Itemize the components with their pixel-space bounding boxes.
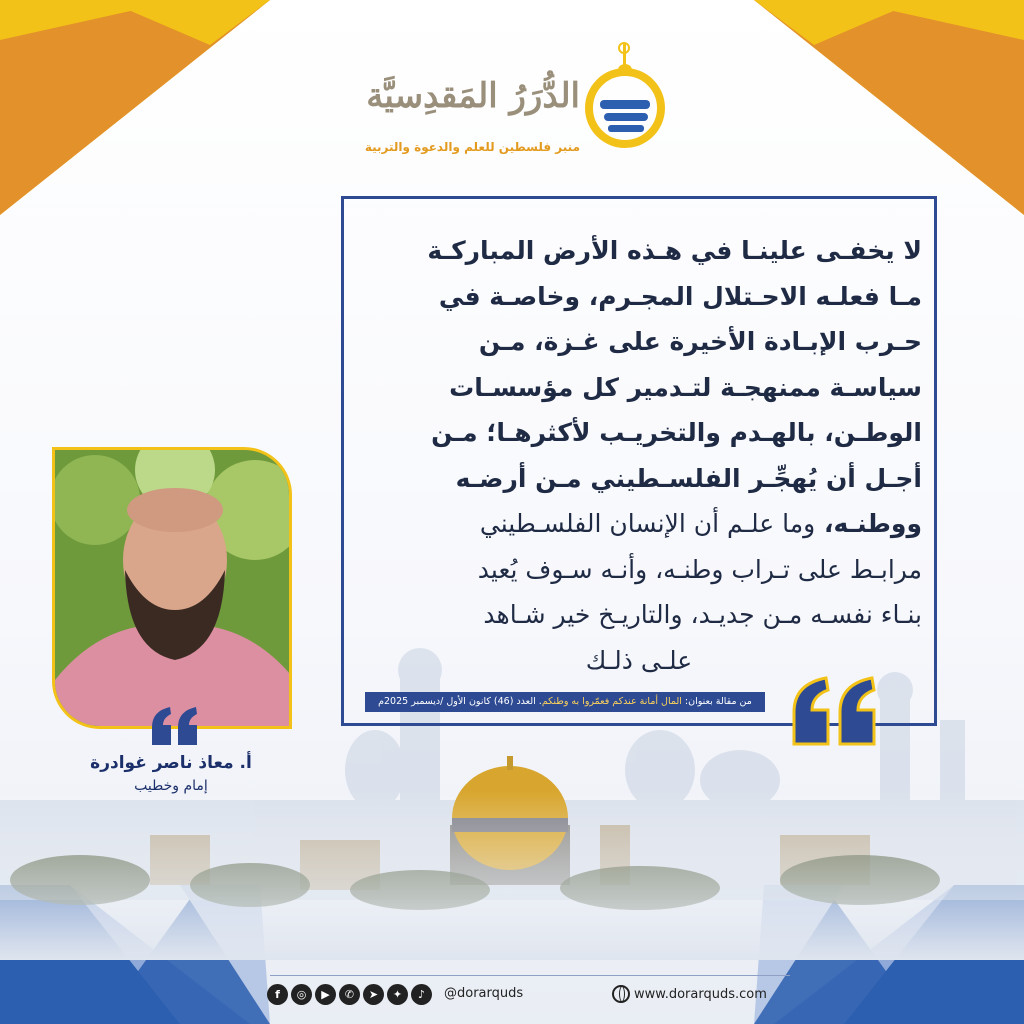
brand-title: الدُّرَرُ المَقدِسيَّة [366,76,580,116]
author-role: إمام وخطيب [134,778,208,794]
quote-text [356,228,922,683]
whatsapp-icon[interactable]: ✆ [339,984,360,1005]
author-photo [52,447,292,729]
instagram-icon[interactable]: ◎ [291,984,312,1005]
social-icons [267,984,432,1005]
source-prefix: من مقالة بعنوان: [684,696,752,707]
brand-subtitle: منبر فلسطين للعلم والدعوة والتربية [364,140,580,154]
brand-logo [364,40,670,170]
source-underline [365,723,775,726]
quote-line: مرابـط على تـراب وطنـه، وأنـه سـوف يُعيد [477,554,922,584]
youtube-icon[interactable]: ▶ [315,984,336,1005]
quote-mark-icon [786,672,886,752]
website-url[interactable]: www.dorarquds.com [634,986,767,1002]
globe-icon [612,985,630,1003]
quote-line: لا يخفـى علينـا في هـذه الأرض المباركـة [427,236,922,265]
quote-line [356,501,922,547]
quote-bold-word: ووطنـه، [823,509,922,538]
source-citation [365,692,765,712]
quote-line: بنـاء نفسـه مـن جديـد، والتاريـخ خير شـاهد [483,600,922,629]
author-portrait-illustration [55,450,292,729]
tiktok-icon[interactable]: ♪ [411,984,432,1005]
quote-light-text: وما علـم أن الإنسان الفلسـطيني [479,509,816,538]
social-handle[interactable]: @dorarquds [444,986,524,1001]
quote-line: مـا فعلـه الاحـتلال المجـرم، وخاصـة في [438,281,922,311]
quote-line: أجـل أن يُهجِّـر الفلسـطيني مـن أرضـه [455,463,922,493]
quote-line: حـرب الإبـادة الأخيرة على غـزة، مـن [478,327,922,356]
source-article-title: المال أمانة عندكم فعمّروا به وطنكم [541,696,682,707]
top-right-corner-decoration [754,0,1024,215]
quote-line: علـى ذلـك [585,645,693,675]
author-quote-mark-icon [150,705,200,747]
website-link[interactable] [612,985,767,1003]
author-name: أ. معاذ ناصر غوادرة [90,753,252,773]
telegram-icon[interactable]: ➤ [363,984,384,1005]
source-issue: . العدد (46) كانون الأول /ديسمبر 2025م [378,696,542,707]
footer-divider [270,975,790,976]
quote-line: سياسـة ممنهجـة لتـدمير كل مؤسسـات [449,372,922,402]
crescent-logo-icon [580,40,670,160]
top-left-corner-decoration [0,0,270,215]
twitter-icon[interactable]: ✦ [387,984,408,1005]
facebook-icon[interactable]: f [267,984,288,1005]
quote-line: الوطـن، بالهـدم والتخريـب لأكثرهـا؛ مـن [431,418,922,447]
